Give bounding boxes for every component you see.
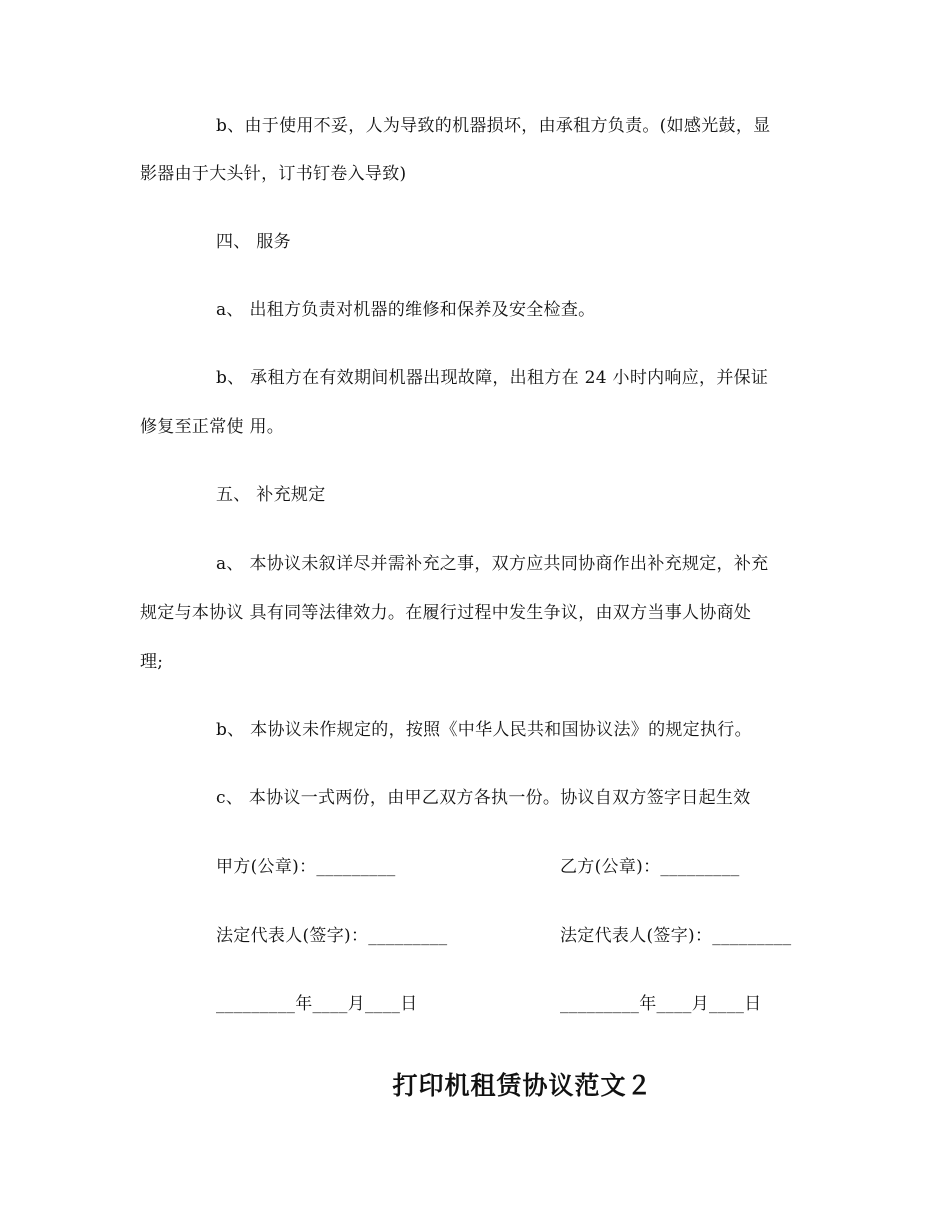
party-b-date: _________年____月____日 xyxy=(560,994,762,1014)
section5-heading: 五、 补充规定 xyxy=(216,485,326,505)
next-document-title: 打印机租赁协议范文２ xyxy=(392,1071,653,1100)
party-b-seal: 乙方(公章)：_________ xyxy=(560,857,740,877)
section5-clause-b: b、 本协议未作规定的，按照《中华人民共和国协议法》的规定执行。 xyxy=(216,720,752,740)
party-a-date: _________年____月____日 xyxy=(216,994,418,1014)
section4-clause-a: a、 出租方负责对机器的维修和保养及安全检查。 xyxy=(216,300,596,320)
clause-b-damage-line1: b、由于使用不妥，人为导致的机器损坏，由承租方负责。(如感光鼓，显 xyxy=(216,116,771,136)
party-b-representative: 法定代表人(签字)：_________ xyxy=(560,926,792,946)
section5-clause-c: c、 本协议一式两份，由甲乙双方各执一份。协议自双方签字日起生效 xyxy=(216,788,751,808)
section5-clause-a-line3: 理; xyxy=(140,652,164,672)
party-a-seal: 甲方(公章)：_________ xyxy=(216,857,396,877)
section4-heading: 四、 服务 xyxy=(216,232,291,252)
party-a-representative: 法定代表人(签字)：_________ xyxy=(216,926,448,946)
clause-b-damage-line2: 影器由于大头针，订书钉卷入导致) xyxy=(140,164,407,184)
section5-clause-a-line1: a、 本协议未叙详尽并需补充之事，双方应共同协商作出补充规定，补充 xyxy=(216,554,769,574)
section4-clause-b-line2: 修复至正常使 用。 xyxy=(140,417,285,437)
section4-clause-b-line1: b、 承租方在有效期间机器出现故障，出租方在 24 小时内响应，并保证 xyxy=(216,368,769,388)
section5-clause-a-line2: 规定与本协议 具有同等法律效力。在履行过程中发生争议，由双方当事人协商处 xyxy=(140,603,752,623)
